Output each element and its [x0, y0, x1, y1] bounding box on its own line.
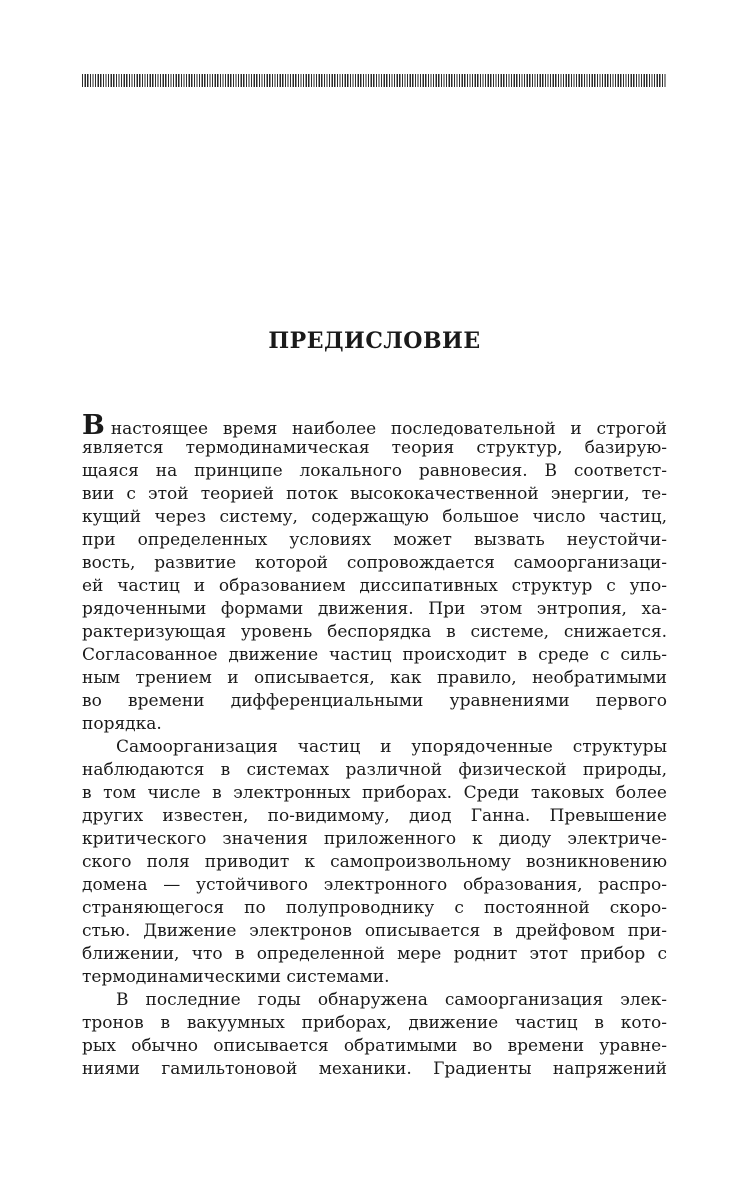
text-line: ниями гамильтоновой механики. Градиенты напряжений	[82, 1059, 667, 1079]
text-line: В последние годы обнаружена самоорганизация элек-	[116, 990, 667, 1010]
text-line: в том числе в электронных приборах. Среди таковых более	[82, 783, 667, 803]
text-line: щаяся на принципе локального равновесия. В соответст-	[82, 461, 667, 481]
text-line: рых обычно описывается обратимыми во времени уравне-	[82, 1036, 667, 1056]
text-line: ей частиц и образованием диссипативных структур с упо-	[82, 576, 667, 596]
text-line: термодинамическими системами.	[82, 967, 390, 987]
text-line: вость, развитие которой сопровождается самоорганизаци-	[82, 553, 667, 573]
text-line: стью. Движение электронов описывается в дрейфовом при-	[82, 921, 667, 941]
text-line: Самоорганизация частиц и упорядоченные структуры	[116, 737, 667, 757]
header-rule-icon	[82, 74, 667, 87]
text-line: рядоченными формами движения. При этом энтропия, ха-	[82, 599, 667, 619]
text-line: ближении, что в определенной мере роднит этот прибор с	[82, 944, 667, 964]
text-line: других известен, по-видимому, диод Ганна. Превышение	[82, 806, 667, 826]
text-line: наблюдаются в системах различной физической природы,	[82, 760, 667, 780]
text-line: домена — устойчивого электронного образования, распро-	[82, 875, 667, 895]
text-line: страняющегося по полупроводнику с постоянной скоро-	[82, 898, 667, 918]
text-line: является термодинамическая теория структур, базирую-	[82, 438, 667, 458]
text-line: тронов в вакуумных приборах, движение частиц в кото-	[82, 1013, 667, 1033]
text-line: вии с этой теорией поток высококачественной энергии, те-	[82, 484, 667, 504]
text-line: во времени дифференциальными уравнениями первого	[82, 691, 667, 711]
paragraph-1-line-1	[82, 410, 667, 441]
text-line: критического значения приложенного к диоду электриче-	[82, 829, 667, 849]
text-line: при определенных условиях может вызвать неустойчи-	[82, 530, 667, 550]
page-title: ПРЕДИСЛОВИЕ	[268, 328, 481, 354]
paragraph-2	[82, 736, 667, 989]
paragraph-1-line-1-text: настоящее время наиболее последовательной и строгой	[110, 419, 667, 439]
drop-cap: В	[82, 410, 105, 441]
paragraph-3	[82, 989, 667, 1081]
text-line: Согласованное движение частиц происходит в среде с силь-	[82, 645, 667, 665]
text-line: ным трением и описывается, как правило, необратимыми	[82, 668, 667, 688]
text-line: ского поля приводит к самопроизвольному возникновению	[82, 852, 667, 872]
text-line: порядка.	[82, 714, 162, 734]
text-line: рактеризующая уровень беспорядка в системе, снижается.	[82, 622, 667, 642]
preface-body	[82, 410, 667, 1081]
text-line: кущий через систему, содержащую большое число частиц,	[82, 507, 667, 527]
paragraph-1	[82, 410, 667, 736]
